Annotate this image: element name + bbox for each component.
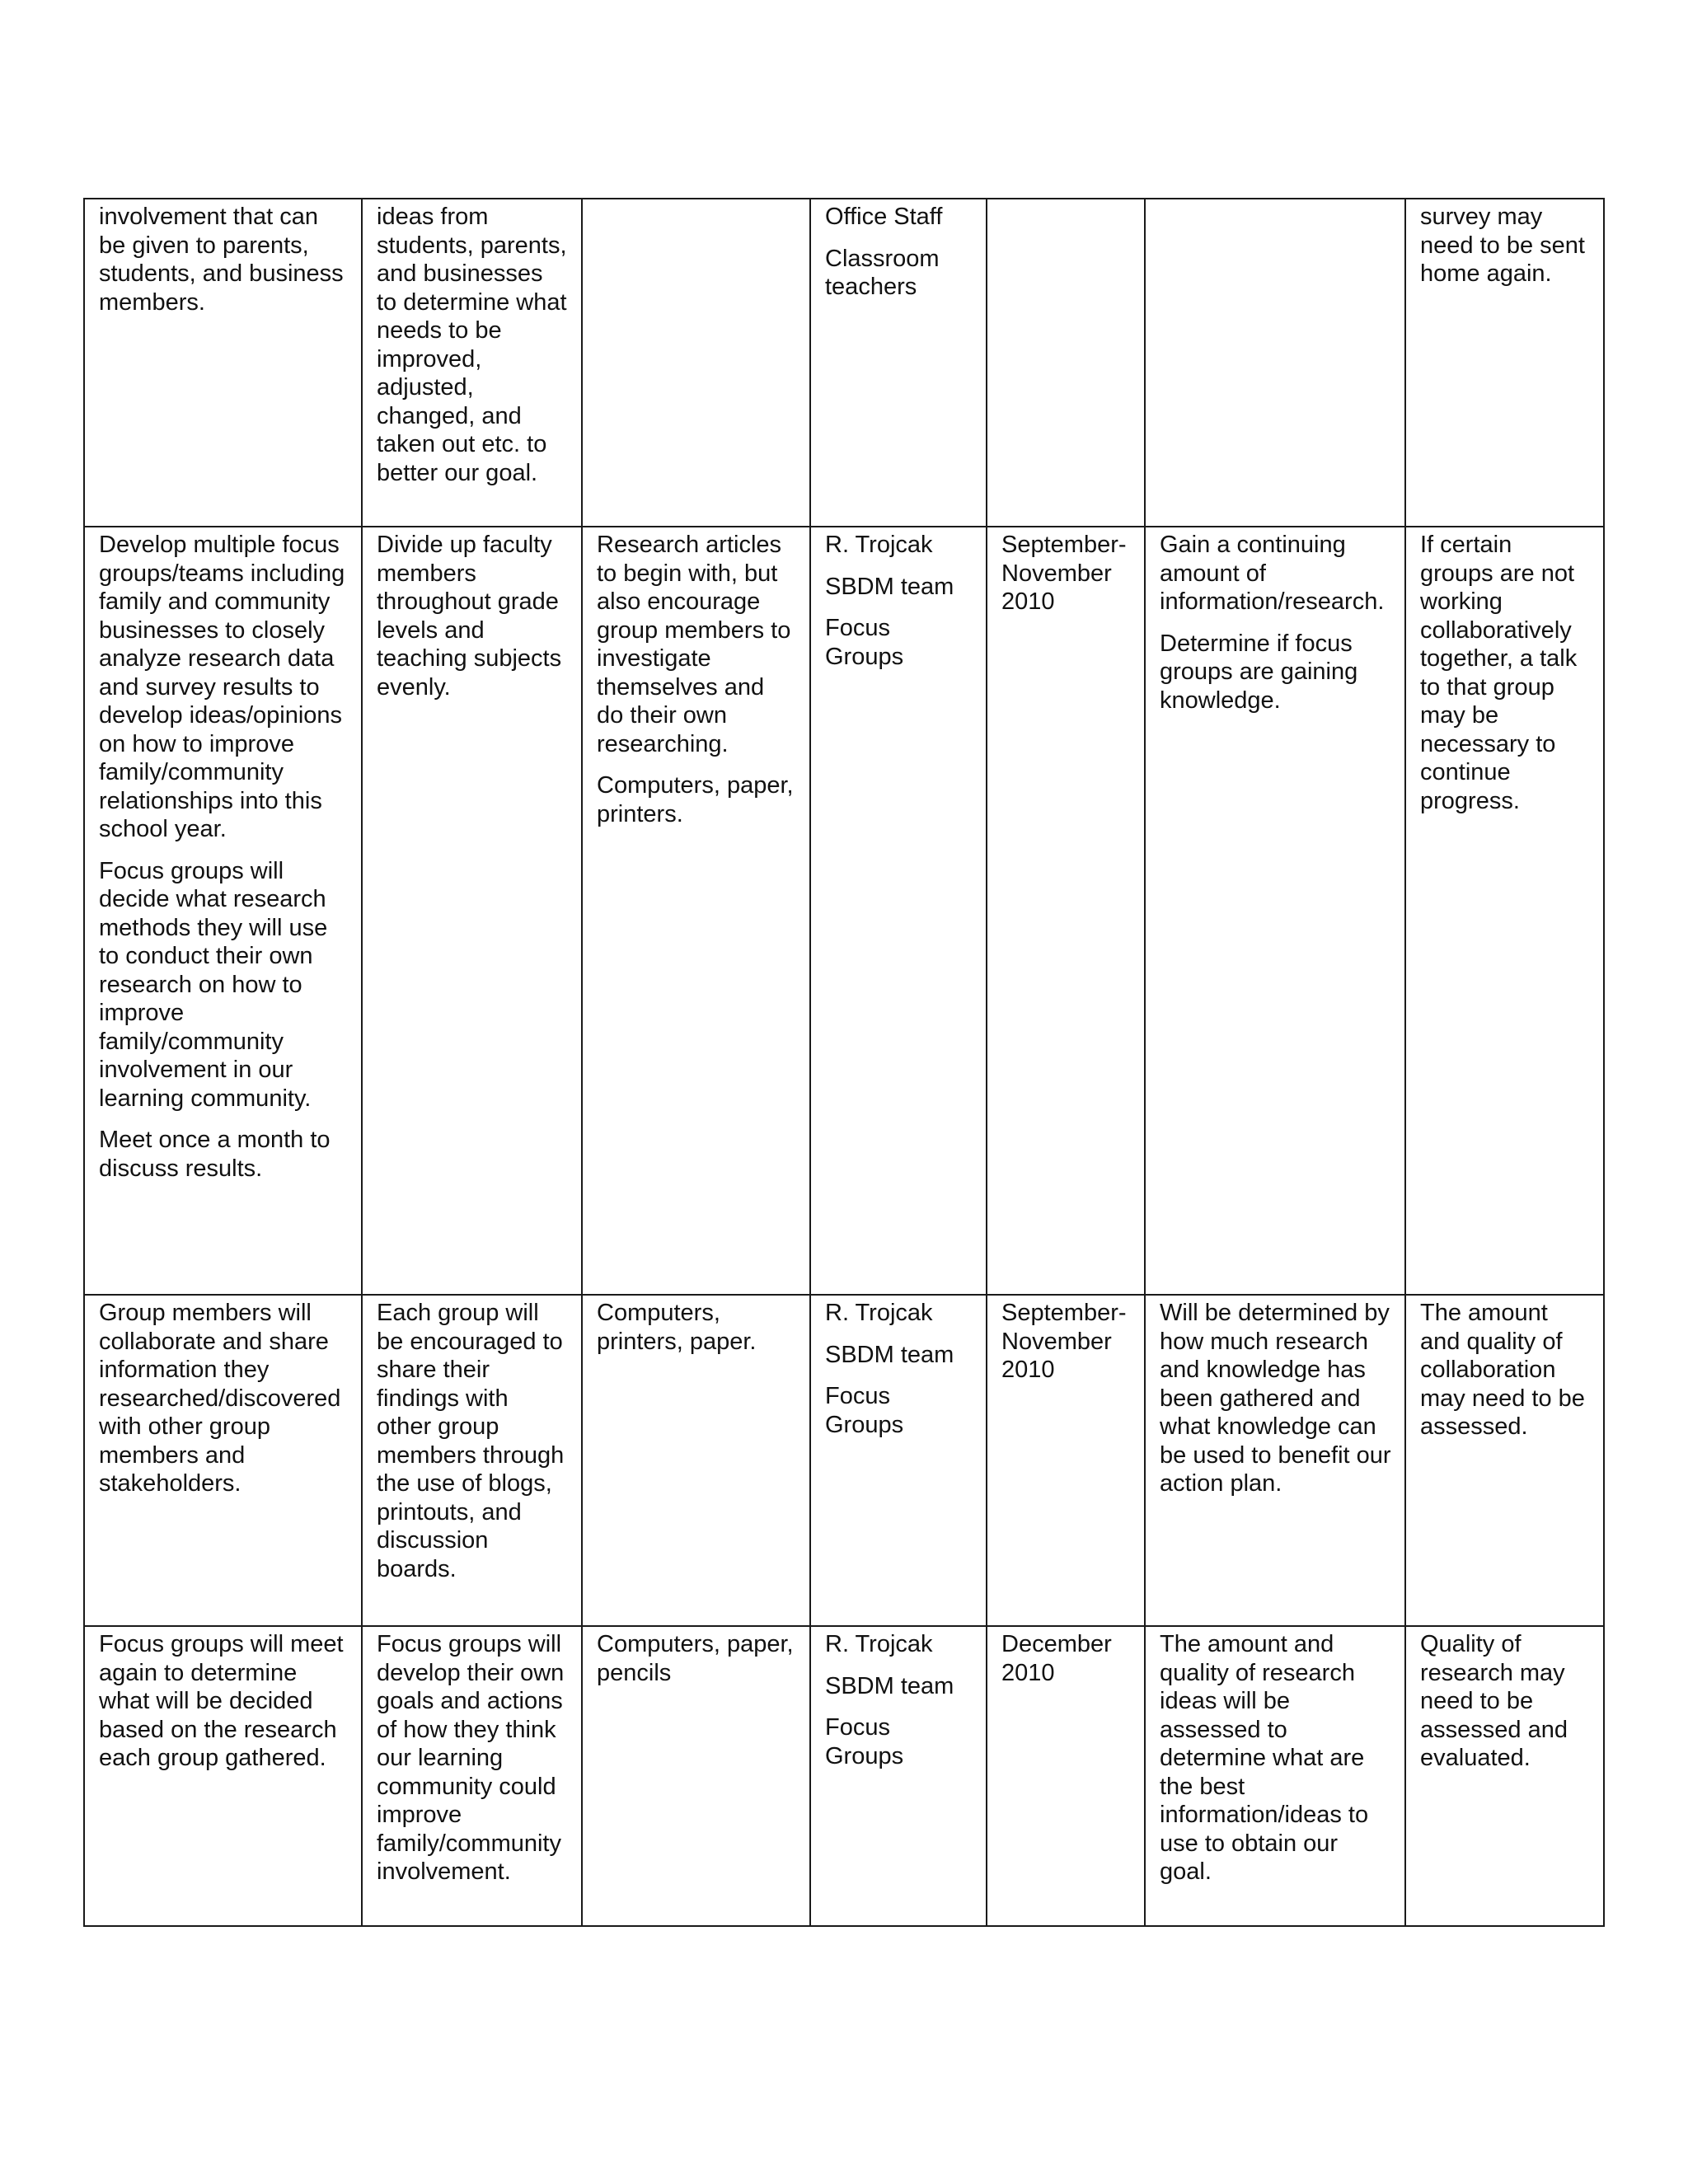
- action-plan-table: [83, 198, 1605, 1927]
- adjustment-cell: [1405, 527, 1604, 1295]
- resources-cell: [582, 1626, 810, 1926]
- table-row: [84, 527, 1604, 1295]
- cell-paragraph: September-November 2010: [1001, 532, 1127, 615]
- cell-paragraph: Focus Groups: [825, 1383, 904, 1438]
- strategy-cell: [362, 1295, 582, 1626]
- activity-cell: [84, 1626, 362, 1926]
- timeline-cell: [987, 527, 1145, 1295]
- cell-paragraph: Group members will collaborate and share information they researched/discovered with other group members and stakeholders.: [99, 1300, 341, 1497]
- resources-cell: [582, 1295, 810, 1626]
- cell-paragraph: involvement that can be given to parents, students, and business members.: [99, 204, 344, 316]
- evaluation-cell: [1145, 527, 1405, 1295]
- cell-paragraph: Computers, printers, paper.: [597, 1300, 757, 1355]
- evaluation-cell: [1145, 199, 1405, 527]
- adjustment-cell: [1405, 1295, 1604, 1626]
- strategy-cell: [362, 527, 582, 1295]
- responsible-cell: [810, 527, 987, 1295]
- table-body: [84, 199, 1604, 1926]
- timeline-cell: [987, 1626, 1145, 1926]
- cell-paragraph: Each group will be encouraged to share their findings with other group members through the use of blogs, printouts, and discussion boards.: [377, 1300, 565, 1582]
- cell-paragraph: Office Staff: [825, 204, 943, 230]
- evaluation-cell: [1145, 1626, 1405, 1926]
- activity-cell: [84, 527, 362, 1295]
- cell-paragraph: Classroom teachers: [825, 245, 940, 300]
- cell-paragraph: Quality of research may need to be assessed and evaluated.: [1420, 1631, 1568, 1771]
- cell-paragraph: Focus groups will develop their own goals and actions of how they think our learning community could improve family/community involvement.: [377, 1631, 565, 1885]
- evaluation-cell: [1145, 1295, 1405, 1626]
- cell-paragraph: Determine if focus groups are gaining knowledge.: [1160, 630, 1358, 714]
- cell-paragraph: Will be determined by how much research and knowledge has been gathered and what knowledge can be used to benefit our action plan.: [1160, 1300, 1391, 1497]
- cell-paragraph: SBDM team: [825, 1341, 954, 1368]
- cell-paragraph: Computers, paper, printers.: [597, 772, 794, 827]
- cell-paragraph: The amount and quality of research ideas will be assessed to determine what are the best information/ideas to use to obtain our goal.: [1160, 1631, 1369, 1885]
- cell-paragraph: R. Trojcak: [825, 1300, 933, 1326]
- cell-paragraph: Gain a continuing amount of information/research.: [1160, 532, 1385, 615]
- cell-paragraph: Focus groups will decide what research methods they will use to conduct their own research on how to improve family/community involvement in our learning community.: [99, 857, 328, 1112]
- table-row: [84, 199, 1604, 527]
- responsible-cell: [810, 1295, 987, 1626]
- timeline-cell: [987, 199, 1145, 527]
- cell-paragraph: December 2010: [1001, 1631, 1112, 1686]
- strategy-cell: [362, 1626, 582, 1926]
- cell-paragraph: Divide up faculty members throughout grade levels and teaching subjects evenly.: [377, 532, 562, 701]
- activity-cell: [84, 199, 362, 527]
- cell-paragraph: SBDM team: [825, 573, 954, 600]
- cell-paragraph: R. Trojcak: [825, 532, 933, 558]
- cell-paragraph: If certain groups are not working collaboratively together, a talk to that group may be necessary to continue progress.: [1420, 532, 1578, 814]
- cell-paragraph: ideas from students, parents, and businesses to determine what needs to be improved, adjusted, changed, and taken out etc. to better our goal.: [377, 204, 567, 486]
- cell-paragraph: Develop multiple focus groups/teams including family and community businesses to closely analyze research data and survey results to develop ideas/opinions on how to improve family/community relationships into this school year.: [99, 532, 345, 842]
- resources-cell: [582, 527, 810, 1295]
- responsible-cell: [810, 1626, 987, 1926]
- cell-paragraph: Research articles to begin with, but also encourage group members to investigate themselves and do their own researching.: [597, 532, 791, 757]
- cell-paragraph: Focus Groups: [825, 1714, 904, 1769]
- table-row: [84, 1295, 1604, 1626]
- table-row: [84, 1626, 1604, 1926]
- cell-paragraph: The amount and quality of collaboration may need to be assessed.: [1420, 1300, 1585, 1440]
- cell-paragraph: Meet once a month to discuss results.: [99, 1127, 331, 1182]
- strategy-cell: [362, 199, 582, 527]
- cell-paragraph: Computers, paper, pencils: [597, 1631, 794, 1686]
- cell-paragraph: R. Trojcak: [825, 1631, 933, 1657]
- resources-cell: [582, 199, 810, 527]
- timeline-cell: [987, 1295, 1145, 1626]
- responsible-cell: [810, 199, 987, 527]
- cell-paragraph: Focus Groups: [825, 615, 904, 670]
- adjustment-cell: [1405, 199, 1604, 527]
- cell-paragraph: SBDM team: [825, 1672, 954, 1699]
- adjustment-cell: [1405, 1626, 1604, 1926]
- cell-paragraph: September-November 2010: [1001, 1300, 1127, 1383]
- cell-paragraph: Focus groups will meet again to determine what will be decided based on the research each group gathered.: [99, 1631, 344, 1771]
- activity-cell: [84, 1295, 362, 1626]
- cell-paragraph: survey may need to be sent home again.: [1420, 204, 1585, 287]
